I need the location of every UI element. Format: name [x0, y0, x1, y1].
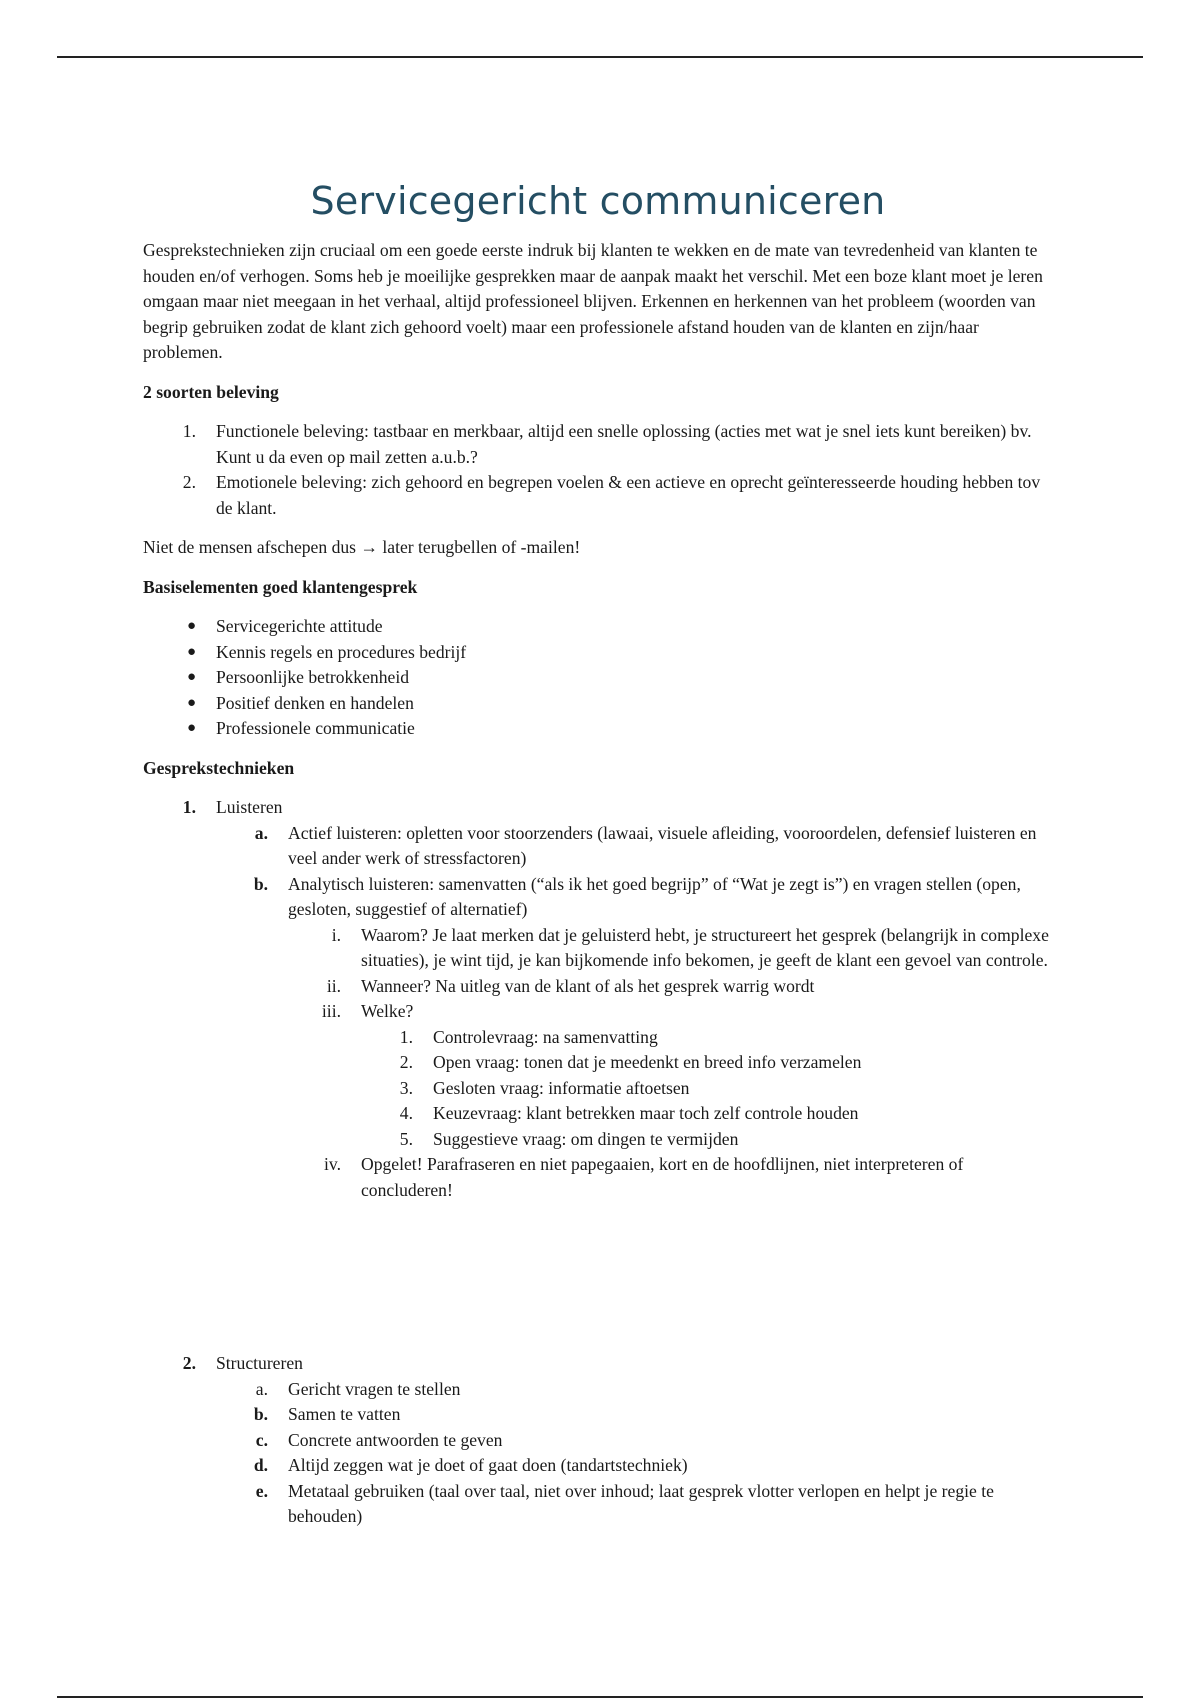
- section-heading-basiselementen: Basiselementen goed klantengesprek: [143, 576, 418, 597]
- list-item-text: Waarom? Je laat merken dat je geluisterd hebt, je structureert het gesprek (belangrijk in complexe situaties), je wint tijd, je kan bijkomende info bekomen, je geeft de klant een gevoel van controle.: [361, 924, 1049, 970]
- list-item: [143, 1402, 1053, 1428]
- list-item: [143, 665, 1053, 691]
- list-item-text: Wanneer? Na uitleg van de klant of als het gesprek warrig wordt: [361, 975, 815, 996]
- list-item-text: Open vraag: tonen dat je meedenkt en breed info verzamelen: [433, 1052, 862, 1072]
- list-number: 1.: [399, 1026, 413, 1047]
- list-item-text: Gesloten vraag: informatie aftoetsen: [433, 1077, 690, 1098]
- list-letter: a.: [254, 822, 268, 843]
- document-page: [143, 176, 1053, 1530]
- bullet-icon: ●: [186, 694, 196, 711]
- list-item: [143, 1479, 1053, 1530]
- bullet-icon: ●: [186, 618, 196, 634]
- list-item: [143, 691, 1053, 717]
- list-item-text: Functionele beleving: tastbaar en merkbaar, altijd een snelle oplossing (acties met wat je snel iets kunt bereiken) bv. Kunt u da even op mail zetten a.u.b.?: [216, 421, 1032, 467]
- note-paragraph: Niet de mensen afschepen dus → later terugbellen of -mailen!: [143, 537, 581, 557]
- gesprekstechnieken-list: [143, 795, 1053, 1530]
- list-item: [143, 1127, 1053, 1153]
- document-title: Servicegericht communiceren: [310, 179, 886, 223]
- list-number: 1.: [182, 421, 196, 441]
- list-number: 3.: [399, 1077, 413, 1098]
- basiselementen-list: [143, 614, 1053, 742]
- list-item-text: Luisteren: [216, 797, 283, 817]
- list-number: 2.: [182, 1353, 196, 1373]
- list-item-text: Welke?: [361, 1001, 414, 1021]
- list-number: 2.: [182, 472, 196, 492]
- list-number: 5.: [399, 1128, 413, 1149]
- list-item-text: Kennis regels en procedures bedrijf: [216, 641, 467, 662]
- footer-rule: [57, 1696, 1143, 1698]
- list-item-text: Samen te vatten: [288, 1404, 401, 1424]
- list-item-text: Positief denken en handelen: [216, 692, 414, 713]
- list-letter: b.: [253, 1404, 268, 1424]
- bullet-icon: ●: [186, 720, 196, 736]
- list-item-structureren: [143, 1351, 1053, 1377]
- list-roman: iv.: [324, 1154, 341, 1174]
- list-item: [143, 1453, 1053, 1479]
- list-letter: d.: [253, 1455, 268, 1475]
- list-item-text: Suggestieve vraag: om dingen te vermijden: [433, 1128, 739, 1149]
- list-item: [143, 1377, 1053, 1403]
- list-item: [143, 872, 1053, 923]
- list-item: [143, 1076, 1053, 1102]
- list-number: 2.: [399, 1052, 413, 1072]
- list-item-text: Emotionele beleving: zich gehoord en begrepen voelen & een actieve en oprecht geïnteresseerde houding hebben tov de klant.: [216, 472, 1041, 518]
- list-roman: ii.: [326, 975, 341, 996]
- list-item-text: Analytisch luisteren: samenvatten (“als ik het goed begrijp” of “Wat je zegt is”) en vragen stellen (open, gesloten, suggestief of alternatief): [288, 873, 1021, 919]
- list-item-text: Controlevraag: na samenvatting: [433, 1026, 658, 1047]
- bullet-icon: ●: [186, 669, 196, 685]
- header-rule: [57, 56, 1143, 58]
- list-item: [143, 1050, 1053, 1076]
- list-item-luisteren: [143, 795, 1053, 821]
- list-item: [143, 923, 1053, 974]
- list-item: [143, 716, 1053, 742]
- list-item-text: Actief luisteren: opletten voor stoorzenders (lawaai, visuele afleiding, vooroordelen, defensief luisteren en veel ander werk of stressfactoren): [288, 822, 1037, 868]
- list-item: [143, 614, 1053, 640]
- list-item: [143, 419, 1053, 470]
- list-letter: b.: [253, 873, 268, 894]
- intro-paragraph: Gesprekstechnieken zijn cruciaal om een goede eerste indruk bij klanten te wekken en de mate van tevredenheid van klanten te houden en/of verhogen. Soms heb je moeilijke gesprekken maar de aanpak maakt het verschil. Met een boze klant moet je leren omgaan maar niet meegaan in het verhaal, altijd professioneel blijven. Erkennen en herkennen van het probleem (woorden van begrip gebruiken zodat de klant zich gehoord voelt) maar een professionele afstand houden van de klanten en zijn/haar problemen.: [143, 240, 1043, 362]
- list-roman: iii.: [321, 1001, 341, 1021]
- list-item: [143, 821, 1053, 872]
- list-item-text: Metataal gebruiken (taal over taal, niet over inhoud; laat gesprek vlotter verlopen en helpt je regie te behouden): [288, 1480, 994, 1526]
- section-heading-beleving: 2 soorten beleving: [143, 381, 279, 402]
- list-number: 1.: [182, 797, 196, 817]
- list-letter: a.: [255, 1378, 268, 1399]
- list-item-text: Concrete antwoorden te geven: [288, 1429, 503, 1450]
- list-item: [143, 470, 1053, 521]
- list-item-text: Structureren: [216, 1353, 303, 1373]
- list-letter: c.: [255, 1429, 268, 1450]
- beleving-list: [143, 419, 1053, 521]
- section-heading-gesprekstechnieken: Gesprekstechnieken: [143, 757, 295, 778]
- list-item: [143, 1152, 1053, 1203]
- list-item-text: Opgelet! Parafraseren en niet papegaaien, kort en de hoofdlijnen, niet interpreteren of concluderen!: [361, 1154, 964, 1200]
- list-item-text: Altijd zeggen wat je doet of gaat doen (tandartstechniek): [288, 1455, 688, 1475]
- bullet-icon: ●: [186, 643, 196, 660]
- list-roman: i.: [331, 924, 341, 945]
- list-item-text: Gericht vragen te stellen: [288, 1378, 461, 1399]
- list-number: 4.: [399, 1103, 413, 1123]
- list-item: [143, 1025, 1053, 1051]
- list-item: [143, 1428, 1053, 1454]
- list-item-text: Servicegerichte attitude: [216, 616, 383, 636]
- list-item-text: Professionele communicatie: [216, 718, 415, 738]
- list-item-text: Keuzevraag: klant betrekken maar toch zelf controle houden: [433, 1103, 859, 1123]
- list-item-text: Persoonlijke betrokkenheid: [216, 667, 409, 687]
- list-item: [143, 999, 1053, 1025]
- list-letter: e.: [255, 1480, 268, 1501]
- list-item: [143, 974, 1053, 1000]
- list-item: [143, 640, 1053, 666]
- list-item: [143, 1101, 1053, 1127]
